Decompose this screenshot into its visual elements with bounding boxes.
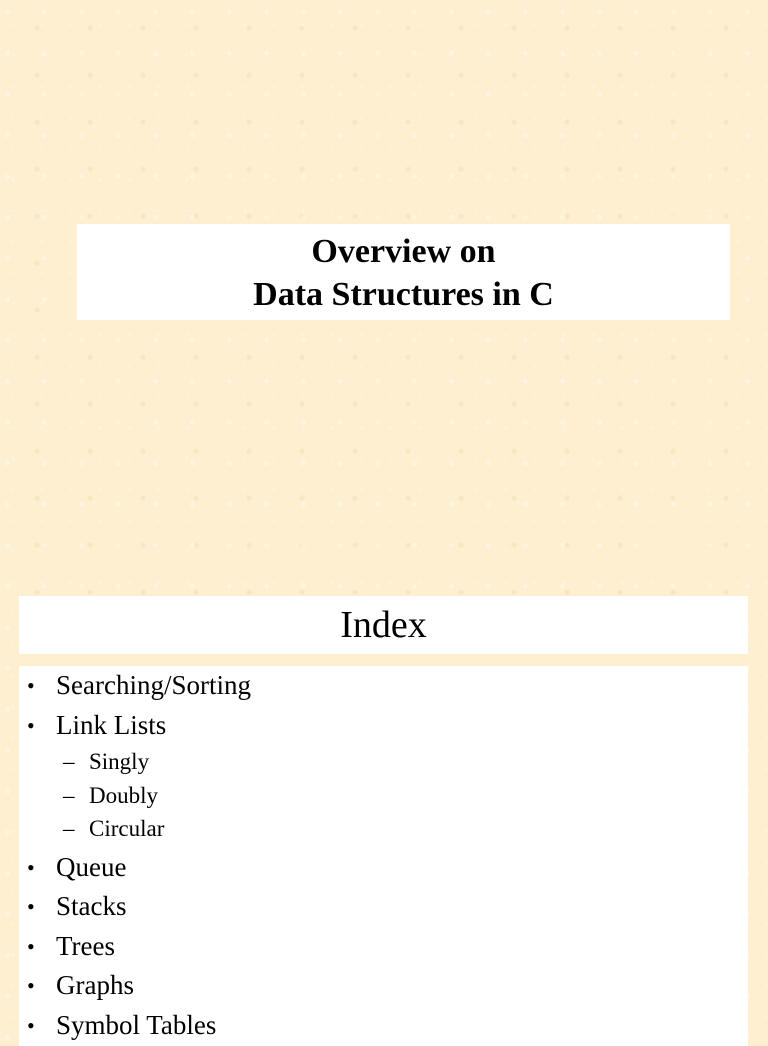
list-item [19, 966, 251, 1006]
sub-list-item [19, 745, 251, 779]
list-item-label: Link Lists [56, 709, 167, 740]
sub-list-item-label: Doubly [89, 782, 158, 808]
dash-icon: – [63, 816, 75, 841]
dash-icon: – [63, 749, 75, 774]
list-item [19, 706, 251, 746]
bullet-icon: • [27, 854, 35, 880]
list-item [19, 1006, 251, 1046]
list-item-label: Stacks [56, 891, 127, 921]
bullet-icon: • [27, 1012, 35, 1038]
sub-list-item [19, 812, 251, 846]
bullet-icon: • [27, 973, 35, 998]
list-item-label: Searching/Sorting [56, 670, 251, 700]
index-list [19, 666, 251, 1045]
bullet-icon: • [27, 894, 35, 919]
sub-list-item-label: Circular [89, 816, 165, 841]
list-item [19, 927, 251, 967]
list-item-label: Trees [56, 930, 116, 961]
list-item-label: Symbol Tables [56, 1009, 217, 1040]
dash-icon: – [63, 782, 75, 808]
list-item [19, 848, 251, 888]
list-item-label: Queue [56, 851, 127, 882]
sub-list-item-label: Singly [89, 749, 150, 774]
list-item [19, 887, 251, 927]
title-line-1: Overview on [311, 233, 496, 270]
bullet-icon: • [27, 712, 35, 738]
title-box [77, 224, 730, 320]
index-list-box [19, 666, 748, 1046]
index-heading: Index [19, 596, 748, 654]
title-line-2: Data Structures in C [253, 276, 554, 313]
slide-index [0, 583, 768, 1040]
sub-list-item [19, 779, 251, 813]
list-item [19, 666, 251, 706]
bullet-icon: • [27, 933, 35, 959]
list-item-label: Graphs [56, 970, 134, 1000]
bullet-icon: • [27, 673, 35, 698]
